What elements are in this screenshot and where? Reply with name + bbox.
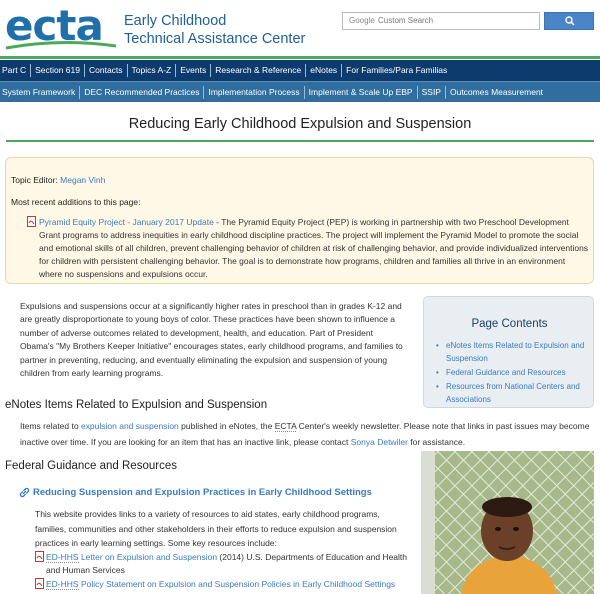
- nav-item-implementation[interactable]: Implementation Process: [204, 86, 304, 99]
- nav-item-system-framework[interactable]: System Framework: [0, 86, 80, 99]
- nav-item-part-c[interactable]: Part C: [0, 64, 31, 77]
- child-photo-image: [421, 451, 594, 594]
- nav-item-outcomes[interactable]: Outcomes Measurement: [449, 86, 544, 97]
- pdf-icon: [35, 551, 44, 562]
- topic-editor: [11, 175, 105, 185]
- secondary-nav: [0, 81, 600, 102]
- recent-item: [39, 216, 589, 281]
- recent-item-link[interactable]: Pyramid Equity Project - January 2017 Update: [39, 217, 214, 227]
- page-contents-item[interactable]: [434, 380, 590, 406]
- resource-item-abbr[interactable]: ED-HHS: [46, 552, 79, 562]
- nav-item-contacts[interactable]: Contacts: [85, 64, 128, 77]
- nav-item-enotes[interactable]: eNotes: [306, 64, 342, 77]
- nav-item-dec-practices[interactable]: DEC Recommended Practices: [80, 86, 204, 99]
- enotes-text-end: for assistance.: [407, 437, 466, 447]
- nav-item-section-619[interactable]: Section 619: [31, 64, 85, 77]
- contact-link[interactable]: Sonya Detwiler: [350, 437, 408, 447]
- org-name[interactable]: [124, 12, 305, 48]
- pdf-icon: [35, 578, 44, 589]
- page-contents-item[interactable]: [434, 339, 590, 365]
- search-button[interactable]: [544, 12, 594, 30]
- nav-item-events[interactable]: Events: [176, 64, 211, 77]
- page-contents-box: [423, 296, 594, 408]
- search-input[interactable]: [342, 12, 540, 30]
- ecta-abbr: ECTA: [274, 421, 297, 431]
- page-contents-title: Page Contents: [471, 318, 548, 330]
- resource-item-link[interactable]: Policy Statement on Expulsion and Suspension Policies in Early Childhood Settings: [78, 579, 396, 589]
- page-contents-link-enotes[interactable]: eNotes Items Related to Expulsion and Suspension: [446, 341, 585, 363]
- child-photo: [421, 451, 594, 594]
- recent-additions-box: [5, 157, 594, 284]
- logo-swoosh-icon: [4, 40, 118, 50]
- federal-heading: Federal Guidance and Resources: [5, 460, 177, 472]
- pdf-icon: [27, 216, 36, 227]
- search-brand: Google: [349, 16, 375, 25]
- search-placeholder: Custom Search: [378, 16, 434, 25]
- resource-item: [46, 578, 416, 591]
- resource-title-link[interactable]: Reducing Suspension and Expulsion Practices in Early Childhood Settings: [33, 487, 372, 498]
- enotes-paragraph: [20, 418, 590, 450]
- ecta-logo[interactable]: ecta: [5, 1, 103, 50]
- search-icon: [565, 16, 575, 26]
- resource-item-link[interactable]: Letter on Expulsion and Suspension: [78, 552, 218, 562]
- recent-item-text: - The Pyramid Equity Project (PEP) is working in partnership with two Preschool Development Grant programs to address inequities in early childhood discipline practices. The project will implement the Pyramid Model to promote the social and emotional skills of all children, prevent challenging behavior of children at risk of challenging behavior, and provide individualized interventions for children with persistent challenging behavior. The goal is to demonstrate how programs, children and families all thrive in an environment where no suspensions and expulsions occur.: [39, 217, 589, 279]
- primary-nav: [0, 60, 600, 81]
- resource-item-text: (2014) U.S. Departments of Education and Health and Human Services: [46, 552, 408, 575]
- site-header: [0, 0, 600, 56]
- nav-item-research[interactable]: Research & Reference: [211, 64, 306, 77]
- page-contents-link-federal[interactable]: Federal Guidance and Resources: [446, 368, 566, 377]
- nav-item-scale-up[interactable]: Implement & Scale Up EBP: [305, 86, 418, 99]
- topic-editor-label: Topic Editor:: [11, 175, 58, 185]
- link-icon: [19, 487, 30, 498]
- title-divider: [6, 140, 594, 142]
- enotes-text-middle: published in eNotes, the: [178, 421, 275, 431]
- resource-description: This website provides links to a variety of resources to aid states, early childhood programs, families, communities and other stakeholders in their efforts to reduce expulsion and suspension practices in early learning settings. Some key resources include:: [35, 509, 397, 548]
- nav-item-families[interactable]: For Families/Para Familias: [346, 65, 448, 75]
- topic-editor-link[interactable]: Megan Vinh: [60, 175, 106, 185]
- resource-item: [46, 551, 416, 577]
- intro-paragraph: Expulsions and suspensions occur at a significantly higher rates in preschool than in grades K-12 and are greatly disproportionate to young boys of color. These practices have been shown to influence a number of adverse outcomes related to development, health, and education. Part of President Obama's "My Brothers Keeper Initiative" encourages states, early childhood programs, and families to partner in preventing, reducing, and eventually eliminating the expulsion and suspension of young children from early learning programs.: [20, 301, 403, 379]
- enotes-text-before: Items related to: [20, 421, 81, 431]
- enotes-heading: eNotes Items Related to Expulsion and Suspension: [5, 399, 268, 411]
- page-title: Reducing Early Childhood Expulsion and Suspension: [128, 116, 472, 132]
- enotes-text-after: Center's weekly newsletter. Please note that links in past issues may become inactive over time. If you are looking for an item that has an inactive link, please contact: [20, 421, 590, 447]
- nav-item-ssip[interactable]: SSIP: [418, 86, 446, 99]
- header-divider: [0, 56, 600, 59]
- org-name-line1: Early Childhood: [124, 13, 227, 29]
- recent-additions-label: Most recent additions to this page:: [11, 197, 141, 207]
- page-contents-list: [434, 339, 590, 407]
- enotes-topic-link[interactable]: expulsion and suspension: [80, 421, 179, 431]
- org-name-line2: Technical Assistance Center: [124, 31, 306, 47]
- resource-item-abbr[interactable]: ED-HHS: [46, 579, 79, 589]
- page-contents-link-national[interactable]: Resources from National Centers and Associations: [446, 382, 580, 404]
- nav-item-topics[interactable]: Topics A-Z: [128, 64, 177, 77]
- page-contents-item[interactable]: [434, 366, 590, 379]
